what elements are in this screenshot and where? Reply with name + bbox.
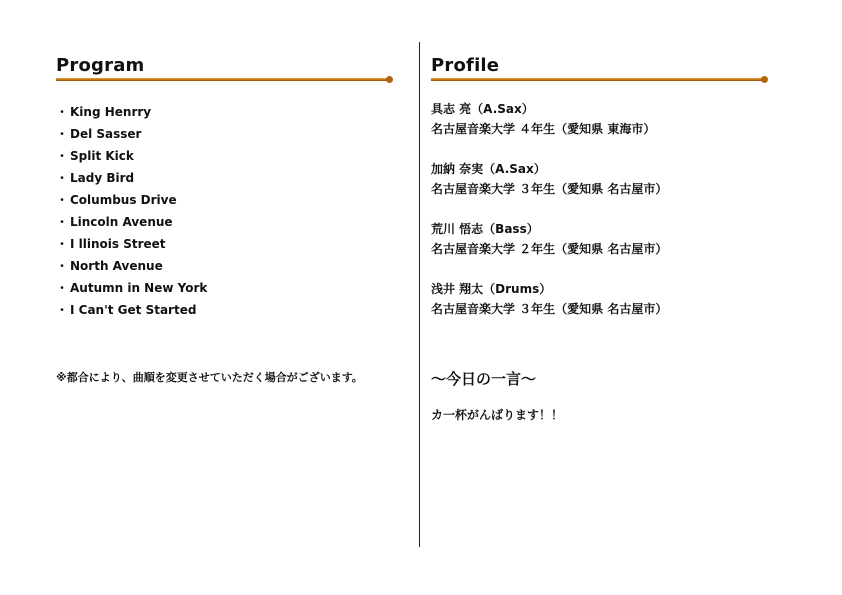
profile-title-rule: [431, 78, 765, 81]
profile-entry: [431, 159, 667, 219]
program-item-label: Lady Bird: [70, 171, 135, 185]
program-item: [56, 167, 207, 189]
member-name: 浅井 翔太（Drums）: [431, 282, 552, 296]
program-item: [56, 211, 207, 233]
member-detail: 名古屋音楽大学 ２年生（愛知県 名古屋市）: [431, 242, 668, 256]
bullet-icon: ・: [56, 259, 69, 273]
program-item-label: Del Sasser: [70, 127, 142, 141]
profile-title: Profile: [431, 55, 500, 76]
profile-entry: [431, 99, 667, 159]
rule-end-dot: [386, 76, 393, 83]
program-item: [56, 277, 207, 299]
member-detail: 名古屋音楽大学 ３年生（愛知県 名古屋市）: [431, 302, 668, 316]
bullet-icon: ・: [56, 193, 69, 207]
program-item-label: Split Kick: [70, 149, 134, 163]
program-item: [56, 101, 207, 123]
message-text: カ一杯がんばります！！: [431, 408, 564, 422]
bullet-icon: ・: [56, 281, 69, 295]
program-title-rule: [56, 78, 390, 81]
program-item: [56, 255, 207, 277]
profile-list: [431, 99, 667, 339]
program-item-label: Lincoln Avenue: [70, 215, 173, 229]
program-title: Program: [56, 55, 145, 76]
program-item-label: Autumn in New York: [70, 281, 208, 295]
bullet-icon: ・: [56, 303, 69, 317]
bullet-icon: ・: [56, 105, 69, 119]
program-list: [56, 101, 207, 321]
bullet-icon: ・: [56, 127, 69, 141]
bullet-icon: ・: [56, 215, 69, 229]
member-name: 具志 亮（A.Sax）: [431, 102, 534, 116]
program-item: [56, 189, 207, 211]
member-detail: 名古屋音楽大学 ４年生（愛知県 東海市）: [431, 122, 656, 136]
member-detail: 名古屋音楽大学 ３年生（愛知県 名古屋市）: [431, 182, 668, 196]
program-item-label: North Avenue: [70, 259, 163, 273]
rule-end-dot: [761, 76, 768, 83]
profile-entry: [431, 219, 667, 279]
bullet-icon: ・: [56, 237, 69, 251]
program-item: [56, 233, 207, 255]
program-item: [56, 145, 207, 167]
bullet-icon: ・: [56, 171, 69, 185]
program-item: [56, 299, 207, 321]
program-item-label: I Can't Get Started: [70, 303, 197, 317]
profile-entry: [431, 279, 667, 339]
program-item: [56, 123, 207, 145]
program-item-label: I llinois Street: [70, 237, 166, 251]
member-name: 加納 奈実（A.Sax）: [431, 162, 546, 176]
program-item-label: Columbus Drive: [70, 193, 177, 207]
column-divider: [419, 42, 420, 547]
program-item-label: King Henrry: [70, 105, 152, 119]
bullet-icon: ・: [56, 149, 69, 163]
member-name: 荒川 悟志（Bass）: [431, 222, 539, 236]
message-title: ～今日の一言～: [431, 370, 537, 388]
program-note: ※都合により、曲順を変更させていただく場合がございます。: [56, 371, 363, 384]
